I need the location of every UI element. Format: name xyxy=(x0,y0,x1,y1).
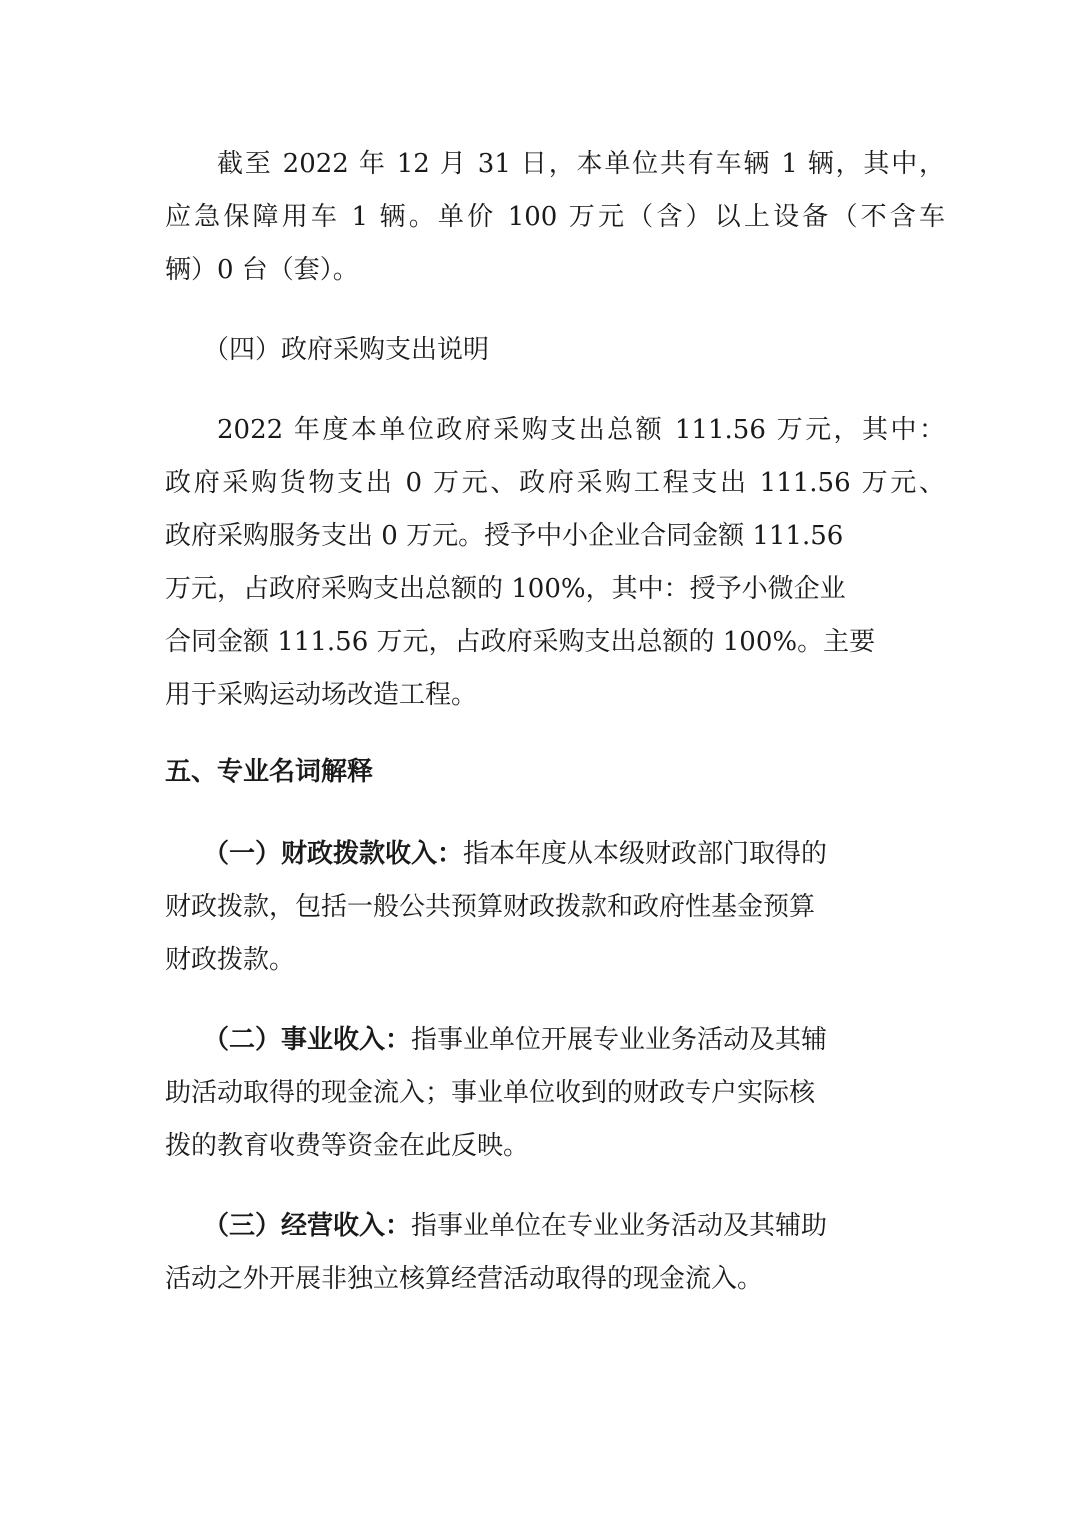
term-label: （三）经营收入： xyxy=(203,1211,412,1241)
paragraph-line: 政府采购服务支出 0 万元。授予中小企业合同金额 111.56 xyxy=(165,521,844,551)
paragraph-line xyxy=(165,1200,945,1253)
term-definition-fiscal-appropriation xyxy=(165,828,945,987)
paragraph-line: 2022 年度本单位政府采购支出总额 111.56 万元，其中： xyxy=(217,415,945,445)
paragraph-line: 应急保障用车 1 辆。单价 100 万元（含）以上设备（不含车 xyxy=(165,202,945,232)
section-subheading xyxy=(165,324,945,377)
heading-text: 五、专业名词解释 xyxy=(165,757,374,787)
term-definition-operating-income xyxy=(165,1200,945,1306)
paragraph-line: 财政拨款，包括一般公共预算财政拨款和政府性基金预算 xyxy=(165,892,816,922)
paragraph-line: 截至 2022 年 12 月 31 日，本单位共有车辆 1 辆，其中， xyxy=(217,149,945,179)
term-text: 指事业单位在专业业务活动及其辅助 xyxy=(411,1211,828,1241)
paragraph-line: 财政拨款。 xyxy=(165,945,296,975)
paragraph-line xyxy=(165,828,945,881)
paragraph-line: 政府采购货物支出 0 万元、政府采购工程支出 111.56 万元、 xyxy=(165,468,945,498)
paragraph-line: 万元，占政府采购支出总额的 100%，其中：授予小微企业 xyxy=(165,574,846,604)
paragraph-line xyxy=(165,1014,945,1067)
paragraph-line: 助活动取得的现金流入；事业单位收到的财政专户实际核 xyxy=(165,1078,816,1108)
subheading-text: （四）政府采购支出说明 xyxy=(203,335,490,365)
term-label: （二）事业收入： xyxy=(203,1025,412,1055)
paragraph-line: 合同金额 111.56 万元，占政府采购支出总额的 100%。主要 xyxy=(165,627,876,657)
term-text: 指本年度从本级财政部门取得的 xyxy=(463,839,828,869)
paragraph-line: 活动之外开展非独立核算经营活动取得的现金流入。 xyxy=(165,1264,764,1294)
paragraph-line: 辆）0 台（套）。 xyxy=(165,255,359,285)
term-definition-institution-income xyxy=(165,1014,945,1173)
term-label: （一）财政拨款收入： xyxy=(203,839,464,869)
procurement-paragraph xyxy=(165,404,945,722)
paragraph-line: 用于采购运动场改造工程。 xyxy=(165,680,478,710)
vehicle-assets-paragraph xyxy=(165,138,945,297)
section-heading xyxy=(165,746,945,799)
paragraph-line: 拨的教育收费等资金在此反映。 xyxy=(165,1131,530,1161)
term-text: 指事业单位开展专业业务活动及其辅 xyxy=(411,1025,828,1055)
